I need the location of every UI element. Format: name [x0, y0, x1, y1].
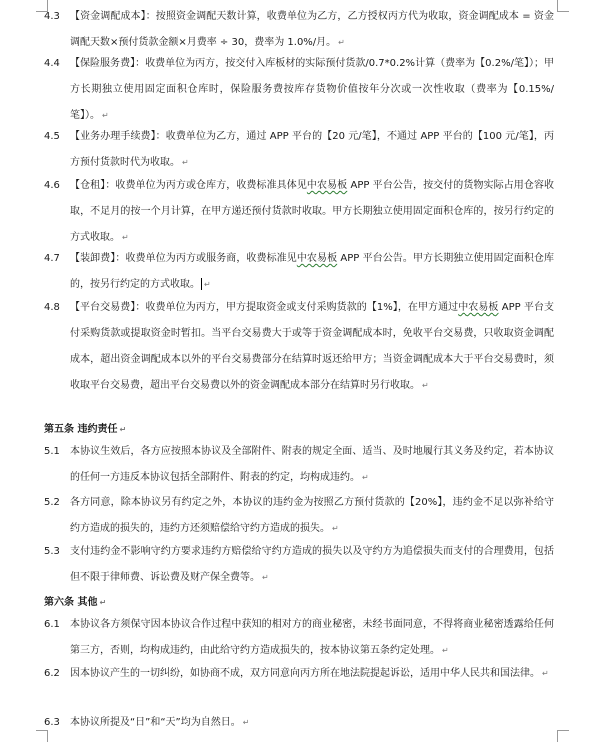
paragraph-mark-icon: ↵ — [332, 524, 339, 533]
clause-4-5[interactable] — [44, 124, 554, 176]
clause-number: 4.7 — [44, 253, 60, 264]
paragraph-mark-icon: ↵ — [182, 158, 189, 167]
paragraph-mark-icon: ↵ — [204, 280, 211, 289]
clause-text-a: 【装卸费】：收费单位为丙方或服务商，收费标准见 — [70, 253, 297, 264]
clause-text: 本协议生效后，各方应按照本协议及全部附件、附表的规定全面、适当、及时地履行其义务及约定，若本协议的任何一方违反本协议包括全部附件、附表的约定，均构成违约。 — [70, 446, 554, 483]
app-name-spellcheck: 中农易板 — [458, 302, 499, 313]
clause-text: 支付违约金不影响守约方要求违约方赔偿给守约方造成的损失以及守约方为追偿损失而支付的合理费用，包括但不限于律师费、诉讼费及财产保全费等。 — [70, 546, 554, 583]
clause-number: 5.3 — [44, 546, 60, 557]
clause-text-a: 【平台交易费】：收费单位为丙方，甲方提取资金或支付采购货款的【1%】，在甲方通过 — [70, 302, 459, 313]
clause-text: 【保险服务费】：收费单位为丙方，按交付入库板材的实际预付货款/0.7*0.2%计算（费率为【0.2%/笔】）；甲方长期独立使用固定面积仓库时，保险服务费按库存货物价值按年分次或一次性收取（费率为【0.15%/笔】）。 — [70, 58, 554, 121]
clause-text: 本协议各方须保守因本协议合作过程中获知的相对方的商业秘密，未经书面同意，不得将商业秘密透露给任何第三方，否则，均构成违约，由此给守约方造成损失的，按本协议第五条约定处理。 — [70, 619, 554, 656]
heading-text: 第五条 违约责任 — [44, 424, 118, 435]
clause-text-b: APP 平台公告。甲方长期独立使用固定面积仓库的，按另行约定的方式收取。 — [70, 253, 555, 290]
clause-number: 5.2 — [44, 497, 60, 508]
clause-text: 本协议所提及“日”和“天”均为自然日。 — [70, 717, 241, 728]
clause-5-3[interactable] — [44, 539, 554, 591]
clause-number: 6.2 — [44, 668, 60, 679]
clause-6-3[interactable] — [44, 710, 554, 736]
paragraph-mark-icon: ↵ — [262, 573, 269, 582]
app-name-spellcheck: 中农易板 — [306, 180, 348, 191]
clause-4-6[interactable] — [44, 173, 554, 251]
paragraph-mark-icon: ↵ — [102, 111, 109, 120]
paragraph-mark-icon: ↵ — [362, 473, 369, 482]
clause-number: 6.3 — [44, 717, 60, 728]
crop-mark-top-right — [557, 0, 569, 12]
clause-text-b: APP 平台支付采购货款或提取资金时暂扣。当平台交易费大于或等于资金调配成本时，免收平台交易费，只收取资金调配成本，超出资金调配成本以外的平台交易费部分在结算时返还给甲方；当资金调配成本大于平台交易费时，须收取平台交易费，超出平台交易费以外的资金调配成本部分在结算时另行收取。 — [70, 302, 555, 391]
paragraph-mark-icon: ↵ — [338, 38, 345, 47]
clause-text-b: APP 平台公告，按交付的货物实际占用仓容收取，不足月的按一个月计算，在甲方递还预付货款时收取。甲方长期独立使用固定面积仓库的，按另行约定的方式收取。 — [70, 180, 555, 243]
clause-number: 5.1 — [44, 446, 60, 457]
paragraph-mark-icon: ↵ — [122, 233, 129, 242]
app-name-spellcheck: 中农易板 — [296, 253, 338, 264]
article-5-heading[interactable] — [44, 420, 126, 440]
clause-text: 【资金调配成本】：按照资金调配天数计算，收费单位为乙方，乙方授权丙方代为收取，资金调配成本 = 资金调配天数×预付货款金额×月费率 ÷ 30，费率为 1.0%/月。 — [70, 11, 554, 48]
article-6-heading[interactable] — [44, 593, 106, 613]
paragraph-mark-icon: ↵ — [242, 718, 250, 727]
paragraph-mark-icon: ↵ — [542, 669, 549, 678]
clause-text: 因本协议产生的一切纠纷，如协商不成，双方同意向丙方所在地法院提起诉讼，适用中华人民共和国法律。 — [70, 668, 540, 679]
paragraph-mark-icon: ↵ — [442, 646, 449, 655]
clause-5-1[interactable] — [44, 439, 554, 491]
paragraph-mark-icon: ↵ — [99, 598, 107, 607]
clause-number: 6.1 — [44, 619, 60, 630]
text-cursor — [201, 278, 202, 290]
clause-6-2[interactable] — [44, 661, 554, 687]
clause-number: 4.3 — [44, 11, 60, 22]
clause-number: 4.4 — [44, 58, 60, 69]
clause-4-4[interactable] — [44, 51, 554, 129]
clause-text: 【业务办理手续费】：收费单位为乙方，通过 APP 平台的【20 元/笔】，不通过 APP 平台的【100 元/笔】，丙方预付货款时代为收取。 — [70, 131, 554, 168]
clause-number: 4.5 — [44, 131, 60, 142]
clause-text: 各方同意，除本协议另有约定之外，本协议的违约金为按照乙方预付货款的【20%】，违约金不足以弥补给守约方造成的损失的，违约方还须赔偿给守约方造成的损失。 — [70, 497, 554, 534]
clause-text-a: 【仓租】：收费单位为丙方或仓库方，收费标准具体见 — [70, 180, 307, 191]
clause-number: 4.8 — [44, 302, 60, 313]
paragraph-mark-icon: ↵ — [119, 425, 127, 434]
clause-4-8[interactable] — [44, 295, 554, 399]
crop-mark-bottom-right — [557, 730, 569, 742]
paragraph-mark-icon: ↵ — [422, 381, 429, 390]
heading-text: 第六条 其他 — [44, 597, 98, 608]
clause-number: 4.6 — [44, 180, 60, 191]
clause-4-3[interactable] — [44, 4, 554, 56]
clause-5-2[interactable] — [44, 490, 554, 542]
clause-4-7[interactable] — [44, 246, 554, 298]
clause-6-1[interactable] — [44, 612, 554, 664]
